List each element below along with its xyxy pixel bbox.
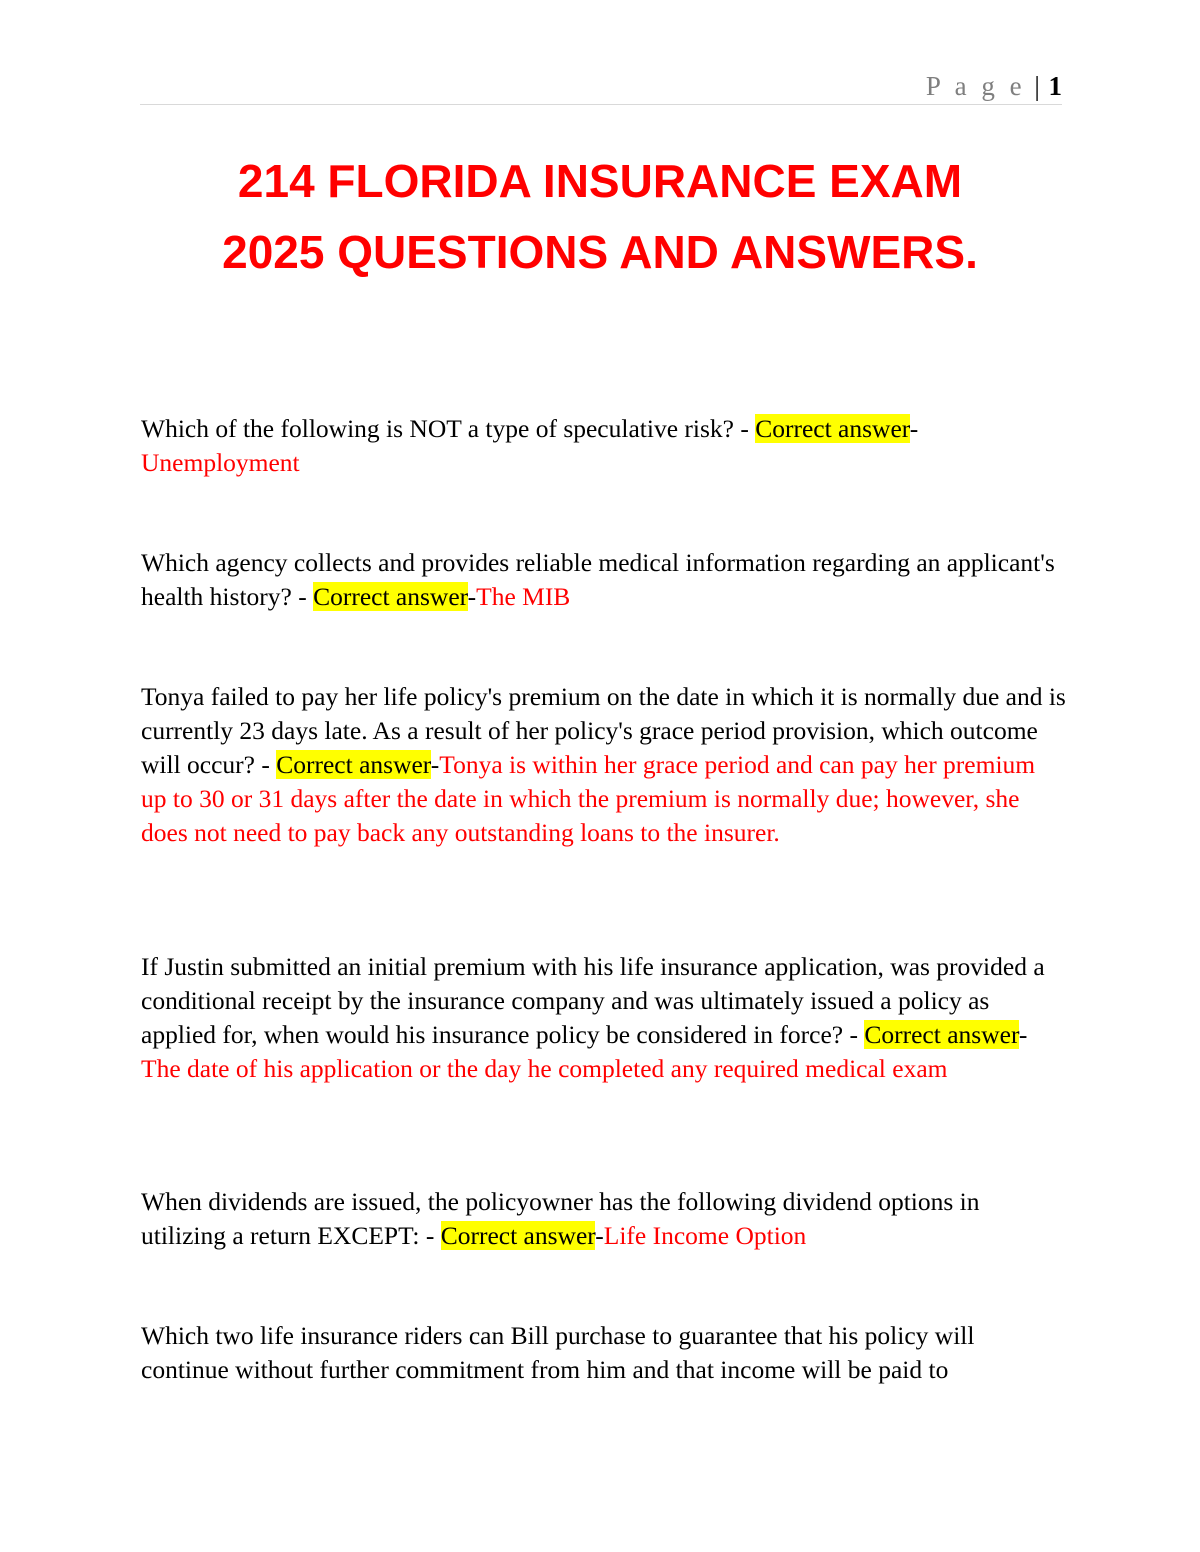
qa-item-1: Which of the following is NOT a type of speculative risk? - Correct answer- Unemployment: [141, 414, 919, 477]
question-text: Tonya failed to pay her life policy's premium on the date in which it is normally due and is currently 23 days late. As a result of her policy's grace period provision, which outcome will occur? -: [141, 682, 1066, 779]
page-word: P a g e: [925, 71, 1026, 101]
correct-answer-label: Correct answer: [276, 750, 431, 779]
page-number: 1: [1048, 71, 1062, 101]
correct-answer-label: Correct answer: [864, 1020, 1019, 1049]
question-text: Which of the following is NOT a type of speculative risk? -: [141, 414, 756, 443]
question-text: When dividends are issued, the policyowner has the following dividend options in utilizing a return EXCEPT: -: [141, 1187, 980, 1250]
page-separator: |: [1034, 71, 1040, 101]
qa-item-2: Which agency collects and provides reliable medical information regarding an applicant's health history? - Correct answer-The MIB: [141, 548, 1055, 611]
qa-item-4: If Justin submitted an initial premium with his life insurance application, was provided a conditional receipt by the insurance company and was ultimately issued a policy as applied for, when would his insurance policy be considered in force? - Correct answer-The date of his application or the day he completed any required medical exam: [141, 952, 1045, 1083]
question-text: Which agency collects and provides reliable medical information regarding an applicant's health history? -: [141, 548, 1055, 611]
page-header: [140, 66, 1062, 105]
qa-item-3: Tonya failed to pay her life policy's premium on the date in which it is normally due and is currently 23 days late. As a result of her policy's grace period provision, which outcome will occur? - Correct answer-Tonya is within her grace period and can pay her premium up to 30 or 31 days after the date in which the premium is normally due; however, she does not need to pay back any outstanding loans to the insurer.: [141, 682, 1066, 847]
correct-answer-label: Correct answer: [755, 414, 910, 443]
title-line-1: 214 FLORIDA INSURANCE EXAM: [237, 155, 963, 207]
answer-text: Life Income Option: [603, 1221, 807, 1250]
question-text: Which two life insurance riders can Bill purchase to guarantee that his policy will continue without further commitment from him and that income will be paid to: [141, 1321, 975, 1384]
correct-answer-label: Correct answer: [313, 582, 468, 611]
answer-text: Unemployment: [141, 448, 300, 477]
page-number-label: [926, 70, 1062, 102]
title-line-2: 2025 QUESTIONS AND ANSWERS.: [222, 226, 978, 278]
question-text: If Justin submitted an initial premium with his life insurance application, was provided a conditional receipt by the insurance company and was ultimately issued a policy as applied for, when would his insurance policy be considered in force? -: [141, 952, 1045, 1049]
correct-answer-label: Correct answer: [440, 1221, 596, 1250]
qa-item-6: [141, 1319, 1066, 1387]
answer-text: The MIB: [476, 582, 571, 611]
document-title: [100, 146, 1100, 288]
answer-text: The date of his application or the day he completed any required medical exam: [141, 1054, 948, 1083]
answer-text: Tonya is within her grace period and can pay her premium up to 30 or 31 days after the date in which the premium is normally due; however, she does not need to pay back any outstanding loans to the insurer.: [141, 750, 1036, 847]
qa-item-5: When dividends are issued, the policyowner has the following dividend options in utilizing a return EXCEPT: - Correct answer-Life Income Option: [141, 1187, 980, 1250]
